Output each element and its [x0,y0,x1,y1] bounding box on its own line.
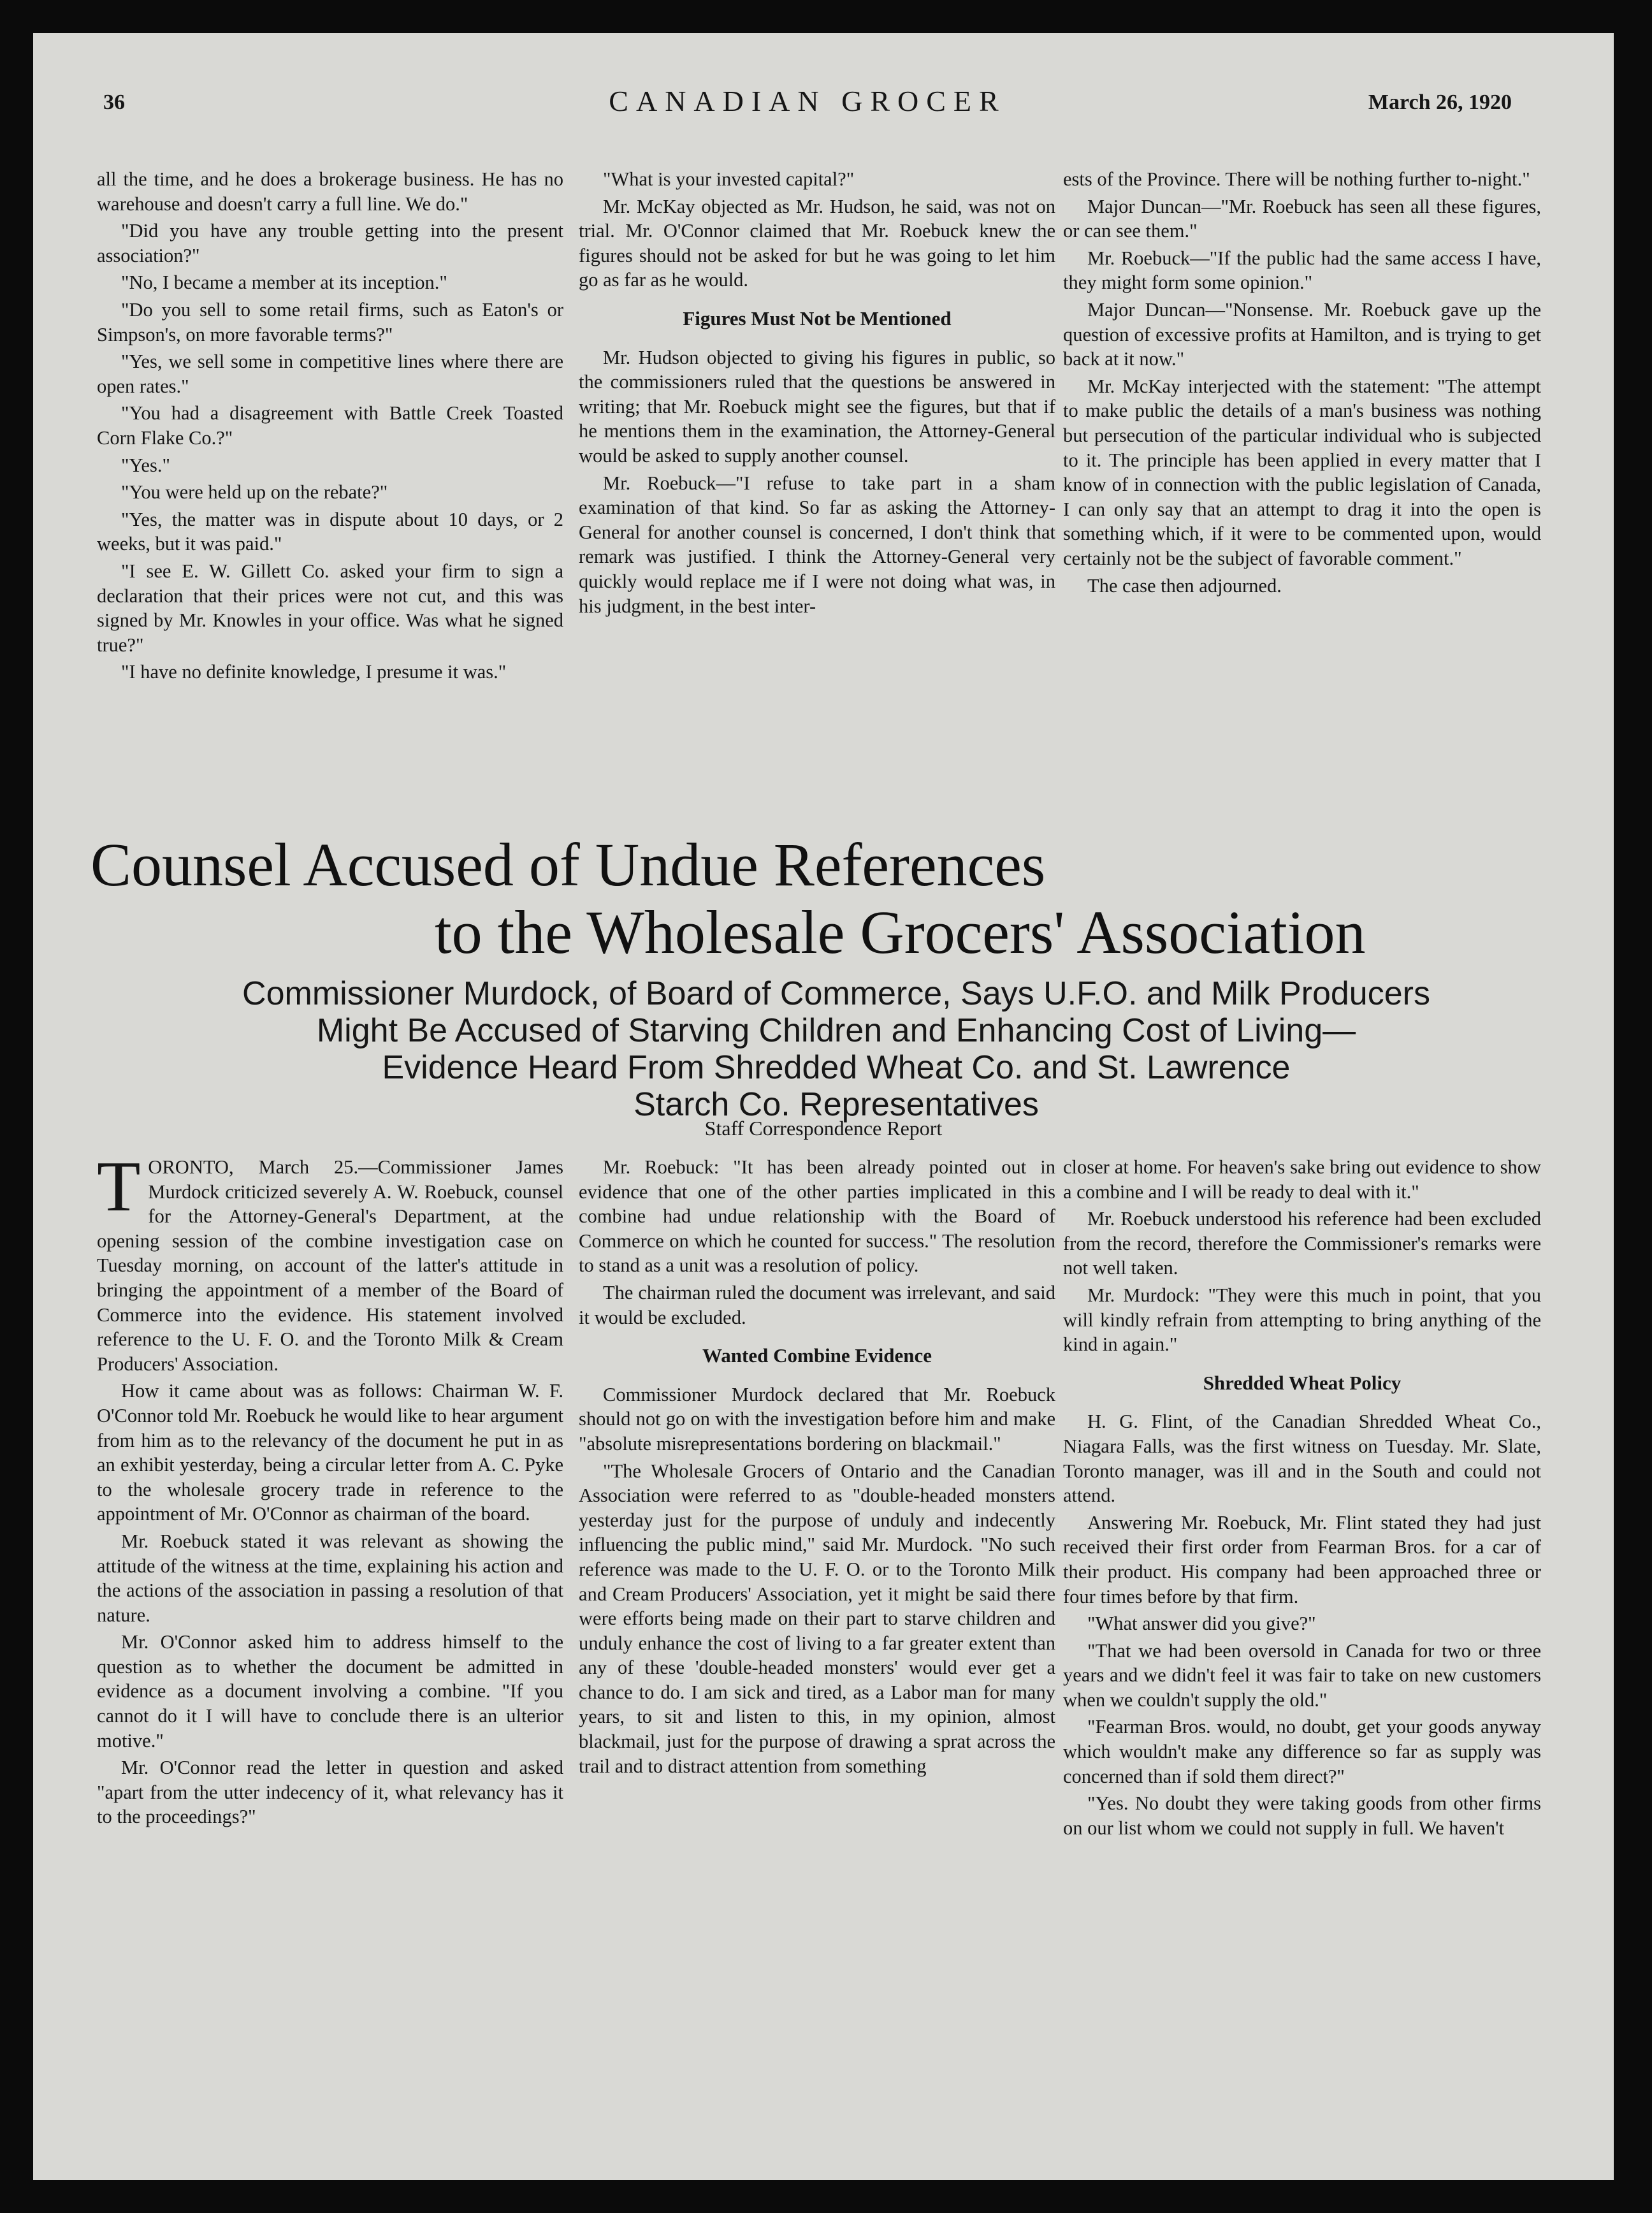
article-headline-line-2: to the Wholesale Grocers' Association [435,898,1366,966]
magazine-title: CANADIAN GROCER [609,85,1006,117]
paragraph: How it came about was as follows: Chairman W. F. O'Connor told Mr. Roebuck he would like to hear argument from him as to the relevancy of the document he put in as an exhibit yesterday, being a circular letter from A. C. Pyke to the wholesale grocery trade in reference to the appointment of Mr. O'Connor as chairman of the board. [97,1380,563,1525]
paragraph: Mr. O'Connor asked him to address himself to the question as to whether the document be admitted in evidence as a document involving a combine. "If you cannot do it I will have to conclude there is an ulterior motive." [97,1631,563,1752]
paragraph: "I see E. W. Gillett Co. asked your firm to sign a declaration that their prices were not cut, and this was signed by Mr. Knowles in your office. Was what he signed true?" [97,560,563,656]
paragraph: all the time, and he does a brokerage business. He has no warehouse and doesn't carry a full line. We do." [97,168,563,215]
paragraph: "No, I became a member at its inception." [121,272,447,294]
article-headline-line-1: Counsel Accused of Undue References [91,831,1046,899]
paragraph: Commissioner Murdock declared that Mr. Roebuck should not go on with the investigation before him and make "absolute misrepresentations bordering on blackmail." [579,1383,1055,1455]
paragraph: Mr. McKay interjected with the statement: "The attempt to make public the details of a man's business was nothing but persecution of the particular individual who is subjected to it. The principle has been applied in every matter that I know of in connection with the public legislation of Canada, I can only say that an attempt to drag it into the open is something which, if it were to be commented upon, would certainly not be the subject of favorable comment." [1063,375,1541,569]
paragraph: "Fearman Bros. would, no doubt, get your goods anyway which wouldn't make any difference so far as supply was concerned than if sold them direct?" [1063,1716,1541,1787]
deck-line: Might Be Accused of Starving Children and Enhancing Cost of Living— [316,1012,1356,1049]
top-column-3 [1063,167,1541,824]
paragraph: Mr. Murdock: "They were this much in point, that you will kindly refrain from attempting to bring anything of the kind in again." [1063,1284,1541,1356]
paragraph: Answering Mr. Roebuck, Mr. Flint stated they had just received their first order from Fearman Bros. for a car of their product. His company had been approached three or four times before by that firm. [1063,1511,1541,1607]
paragraph: "The Wholesale Grocers of Ontario and the Canadian Association were referred to as "double-headed monsters yesterday just for the purpose of unduly and indecently influencing the public mind," said Mr. Murdock. "No such reference was made to the U. F. O. or to the Toronto Milk and Cream Producers' Association, yet it might be said there were efforts being made on their part to starve children and unduly enhance the cost of living to a far greater extent than any of these 'double-headed monsters' would ever get a chance to do. I am sick and tired, as a Labor man for many years, to sit and listen to this, in my opinion, almost blackmail, just for the purpose of drawing a sprat across the trail and to distract attention from something [579,1460,1055,1777]
paragraph: Mr. Roebuck—"If the public had the same access I have, they might form some opinion." [1063,247,1541,294]
paragraph: "I have no definite knowledge, I presume it was." [121,661,507,683]
paragraph: "That we had been oversold in Canada for two or three years and we didn't feel it was fair to take on new customers when we couldn't supply the old." [1063,1639,1541,1711]
paragraph: "You had a disagreement with Battle Creek Toasted Corn Flake Co.?" [97,402,563,449]
deck-line: Commissioner Murdock, of Board of Commerce, Says U.F.O. and Milk Producers [242,975,1430,1012]
paragraph: Mr. Roebuck: "It has been already pointed out in evidence that one of the other parties implicated in this combine had undue relationship with the Board of Commerce on which he counted for success." The resolution to stand as a unit was a resolution of policy. [579,1156,1055,1277]
subheading: Wanted Combine Evidence [702,1344,932,1367]
paragraph: "Do you sell to some retail firms, such as Eaton's or Simpson's, on more favorable terms?" [97,298,563,345]
deck-line: Starch Co. Representatives [634,1086,1039,1123]
drop-cap: T [97,1147,141,1226]
top-column-1 [97,167,563,824]
paragraph: The case then adjourned. [1087,574,1282,597]
paragraph: Mr. Hudson objected to giving his figures in public, so the commissioners ruled that the questions be answered in writing; that Mr. Roebuck might see the figures, but that if he mentions them in the examination, the Attorney-General would be asked to supply another counsel. [579,346,1055,467]
page-number: 36 [103,91,125,114]
paragraph: Mr. O'Connor read the letter in question and asked "apart from the utter indecency of it, what relevancy has it to the proceedings?" [97,1757,563,1828]
paragraph: "Yes, we sell some in competitive lines where there are open rates." [97,351,563,397]
paragraph: "Did you have any trouble getting into the present association?" [97,220,563,266]
paragraph: Mr. Roebuck—"I refuse to take part in a sham examination of that kind. So far as asking the Attorney-General for another counsel is concerned, I don't think that remark was justified. I think the Attorney-General very quickly would replace me if I were not doing what was, in his judgment, in the best inter- [579,472,1055,617]
paragraph: "Yes. No doubt they were taking goods from other firms on our list whom we could not supply in full. We haven't [1063,1792,1541,1839]
article-deck [122,975,1550,1123]
magazine-page [33,33,1614,2180]
lead-text: ORONTO, March 25.—Commissioner James Murdock criticized severely A. W. Roebuck, counsel for the Attorney-General's Department, at the opening session of the combine investigation case on Tuesday morning, on account of the latter's attitude in bringing the appointment of a member of the Board of Commerce into the evidence. His statement involved reference to the U. F. O. and the Toronto Milk & Cream Producers' Association. [97,1156,563,1375]
byline: Staff Correspondence Report [704,1117,943,1140]
paragraph: closer at home. For heaven's sake bring out evidence to show a combine and I will be ready to deal with it." [1063,1156,1541,1203]
paragraph: H. G. Flint, of the Canadian Shredded Wheat Co., Niagara Falls, was the first witness on Tuesday. Mr. Slate, Toronto manager, was ill and in the South and could not attend. [1063,1411,1541,1507]
paragraph: "Yes, the matter was in dispute about 10 days, or 2 weeks, but it was paid." [97,508,563,555]
paragraph: Major Duncan—"Mr. Roebuck has seen all these figures, or can see them." [1063,195,1541,242]
paragraph: "What answer did you give?" [1087,1613,1316,1635]
top-column-2 [579,167,1055,824]
paragraph: The chairman ruled the document was irrelevant, and said it would be excluded. [579,1281,1055,1328]
paragraph: "Yes." [121,454,170,476]
issue-date: March 26, 1920 [1368,91,1512,114]
paragraph: Major Duncan—"Nonsense. Mr. Roebuck gave up the question of excessive profits at Hamilton, and is trying to get back at it now." [1063,298,1541,370]
subheading: Figures Must Not be Mentioned [683,307,952,330]
lead-paragraph [97,1147,563,1376]
deck-line: Evidence Heard From Shredded Wheat Co. and St. Lawrence [382,1049,1291,1086]
paragraph: "You were held up on the rebate?" [121,481,388,504]
article-column-1 [97,1147,563,2168]
subheading: Shredded Wheat Policy [1203,1371,1402,1394]
paragraph: Mr. McKay objected as Mr. Hudson, he said, was not on trial. Mr. O'Connor claimed that Mr. Roebuck knew the figures should not be asked for but he was going to let him go as far as he would. [579,195,1055,291]
paragraph: "What is your invested capital?" [603,168,855,190]
article-column-3 [1063,1155,1541,2168]
paragraph: Mr. Roebuck understood his reference had been excluded from the record, therefore the Commissioner's remarks were not well taken. [1063,1208,1541,1279]
article-column-2 [579,1155,1055,2168]
running-header [103,84,1512,135]
paragraph: Mr. Roebuck stated it was relevant as showing the attitude of the witness at the time, explaining his action and the actions of the association in passing a resolution of that nature. [97,1530,563,1626]
paragraph: ests of the Province. There will be nothing further to-night." [1063,168,1530,190]
